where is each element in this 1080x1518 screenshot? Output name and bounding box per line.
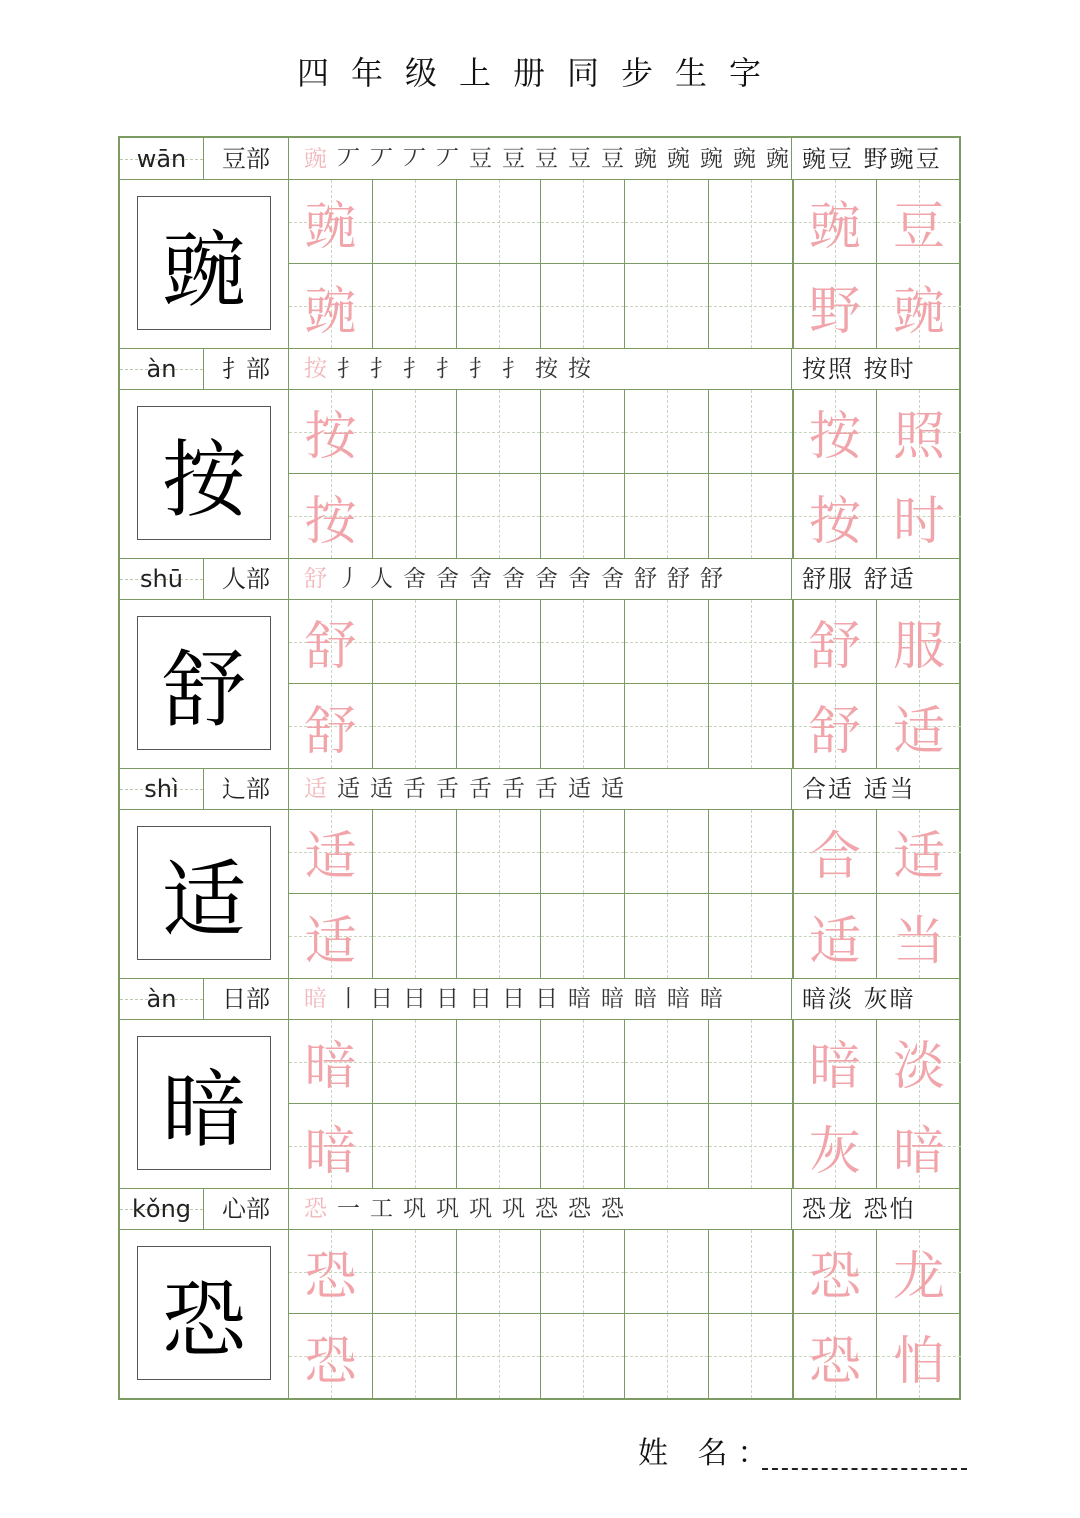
practice-square[interactable] — [709, 1314, 793, 1398]
radical: 扌部 — [204, 348, 289, 390]
trace-character: 龙 — [892, 1247, 945, 1307]
stroke-step: 舍 — [502, 566, 525, 592]
model-character: 按 — [137, 406, 271, 540]
trace-character: 灰 — [808, 1121, 861, 1182]
character-block — [120, 558, 959, 769]
stroke-step: 舍 — [436, 566, 459, 592]
radical: 人部 — [204, 558, 289, 600]
stroke-step: 舍 — [568, 566, 591, 592]
stroke-step: 暗 — [568, 986, 591, 1012]
word-trace-square[interactable] — [793, 810, 877, 894]
practice-square[interactable] — [709, 264, 793, 348]
stroke-step: 豌 — [667, 146, 690, 172]
practice-square[interactable] — [457, 600, 541, 684]
practice-square[interactable] — [373, 894, 457, 978]
stroke-step: 丨 — [337, 986, 360, 1012]
model-column — [120, 180, 289, 348]
trace-character: 舒 — [304, 701, 357, 762]
stroke-step: 日 — [535, 986, 558, 1012]
stroke-step: 舌 — [403, 776, 426, 802]
stroke-step: 舒 — [700, 566, 723, 592]
model-column — [120, 600, 289, 768]
practice-square[interactable] — [709, 600, 793, 684]
block-body — [120, 390, 959, 559]
stroke-step: 工 — [370, 1196, 393, 1222]
practice-square[interactable] — [541, 894, 625, 978]
practice-square[interactable] — [373, 684, 457, 768]
practice-square[interactable] — [625, 474, 709, 558]
word-examples: 暗淡 灰暗 — [802, 985, 916, 1013]
word-trace-square[interactable] — [877, 810, 961, 894]
trace-square[interactable] — [289, 1230, 373, 1314]
stroke-step: 暗 — [304, 986, 327, 1012]
stroke-step: 舍 — [469, 566, 492, 592]
model-character: 适 — [137, 826, 271, 960]
practice-square[interactable] — [541, 684, 625, 768]
trace-character: 淡 — [892, 1037, 945, 1097]
page-title: 四年级上册同步生字 — [296, 54, 783, 92]
block-header — [120, 348, 959, 390]
stroke-step: 豆 — [502, 146, 525, 172]
trace-character: 按 — [808, 407, 861, 467]
trace-character: 时 — [892, 491, 945, 552]
stroke-step: 豌 — [700, 146, 723, 172]
practice-square[interactable] — [709, 390, 793, 474]
practice-square[interactable] — [709, 1104, 793, 1188]
practice-square[interactable] — [373, 474, 457, 558]
stroke-step: 豌 — [733, 146, 756, 172]
word-trace-square[interactable] — [877, 390, 961, 474]
stroke-step: 丆 — [436, 146, 459, 172]
word-examples: 舒服 舒适 — [802, 565, 916, 593]
stroke-step: 暗 — [601, 986, 624, 1012]
stroke-step: 人 — [370, 566, 393, 592]
radical: 辶部 — [204, 768, 289, 810]
block-header — [120, 768, 959, 810]
stroke-step: 恐 — [601, 1196, 624, 1222]
word-trace-square[interactable] — [793, 684, 877, 768]
stroke-step: 适 — [568, 776, 591, 802]
word-trace-square[interactable] — [793, 600, 877, 684]
trace-character: 野 — [808, 281, 861, 342]
trace-character: 暗 — [304, 1121, 357, 1182]
stroke-step: 日 — [436, 986, 459, 1012]
stroke-order — [289, 348, 792, 390]
trace-character: 舒 — [808, 617, 861, 677]
practice-square[interactable] — [457, 1020, 541, 1104]
word-examples: 按照 按时 — [802, 355, 916, 383]
practice-grid — [289, 600, 959, 768]
pinyin-cell — [120, 1188, 204, 1230]
word-examples: 恐龙 恐怕 — [802, 1195, 916, 1223]
practice-square[interactable] — [373, 810, 457, 894]
pinyin-cell — [120, 558, 204, 600]
stroke-step: 舍 — [403, 566, 426, 592]
trace-character: 适 — [808, 911, 861, 972]
stroke-step: 一 — [337, 1196, 360, 1222]
word-trace-square[interactable] — [877, 180, 961, 264]
stroke-step: 豌 — [304, 146, 327, 172]
trace-character: 适 — [304, 827, 357, 887]
model-character: 豌 — [137, 196, 271, 330]
practice-sheet — [118, 136, 961, 1400]
trace-square[interactable] — [289, 390, 373, 474]
stroke-step: 适 — [601, 776, 624, 802]
word-examples: 豌豆 野豌豆 — [802, 145, 942, 173]
practice-grid — [289, 180, 959, 348]
practice-square[interactable] — [709, 180, 793, 264]
word-trace-square[interactable] — [793, 894, 877, 978]
block-header — [120, 138, 959, 180]
trace-character: 豌 — [304, 281, 357, 342]
character-block — [120, 348, 959, 559]
practice-square[interactable] — [625, 894, 709, 978]
stroke-step: 舌 — [535, 776, 558, 802]
block-header — [120, 1188, 959, 1230]
stroke-step: 巩 — [436, 1196, 459, 1222]
trace-square[interactable] — [289, 1020, 373, 1104]
stroke-step: 适 — [304, 776, 327, 802]
stroke-step: 豌 — [766, 146, 789, 172]
word-trace-square[interactable] — [793, 1020, 877, 1104]
pinyin-cell — [120, 138, 204, 180]
trace-character: 当 — [892, 911, 945, 972]
practice-square[interactable] — [541, 1104, 625, 1188]
trace-character: 豌 — [892, 281, 945, 342]
trace-square[interactable] — [289, 600, 373, 684]
name-blank[interactable] — [762, 1468, 967, 1470]
pinyin: kǒng — [131, 1195, 192, 1223]
stroke-step: 豆 — [568, 146, 591, 172]
practice-grid — [289, 810, 959, 978]
model-column — [120, 1230, 289, 1398]
block-header — [120, 558, 959, 600]
stroke-step: 豆 — [469, 146, 492, 172]
character-block — [120, 1188, 959, 1399]
pinyin: shū — [140, 565, 183, 593]
character-block — [120, 138, 959, 349]
stroke-step: 丆 — [337, 146, 360, 172]
word-trace-square[interactable] — [877, 684, 961, 768]
practice-square[interactable] — [457, 390, 541, 474]
practice-square[interactable] — [625, 1104, 709, 1188]
stroke-step: 日 — [502, 986, 525, 1012]
trace-character: 恐 — [808, 1247, 861, 1307]
block-header — [120, 978, 959, 1020]
word-trace-square[interactable] — [877, 600, 961, 684]
trace-character: 按 — [304, 491, 357, 552]
word-trace-square[interactable] — [877, 1020, 961, 1104]
pinyin: àn — [146, 985, 177, 1013]
practice-square[interactable] — [457, 684, 541, 768]
stroke-step: 扌 — [370, 356, 393, 382]
stroke-step: 扌 — [403, 356, 426, 382]
practice-square[interactable] — [625, 600, 709, 684]
word-trace-square[interactable] — [793, 180, 877, 264]
block-body — [120, 600, 959, 769]
stroke-step: 舍 — [601, 566, 624, 592]
practice-square[interactable] — [457, 264, 541, 348]
stroke-step: 豌 — [634, 146, 657, 172]
practice-square[interactable] — [625, 1314, 709, 1398]
pinyin-cell — [120, 348, 204, 390]
stroke-step: 扌 — [436, 356, 459, 382]
stroke-step: 舒 — [304, 566, 327, 592]
trace-square[interactable] — [289, 684, 373, 768]
pinyin: shì — [144, 775, 179, 803]
practice-square[interactable] — [541, 264, 625, 348]
practice-square[interactable] — [709, 810, 793, 894]
stroke-step: 暗 — [667, 986, 690, 1012]
stroke-step: 按 — [535, 356, 558, 382]
trace-character: 暗 — [892, 1121, 945, 1182]
practice-square[interactable] — [541, 1020, 625, 1104]
practice-square[interactable] — [457, 180, 541, 264]
practice-square[interactable] — [373, 390, 457, 474]
trace-square[interactable] — [289, 1314, 373, 1398]
practice-square[interactable] — [373, 1230, 457, 1314]
word-trace-square[interactable] — [793, 1314, 877, 1398]
stroke-step: 日 — [370, 986, 393, 1012]
practice-square[interactable] — [457, 894, 541, 978]
practice-square[interactable] — [373, 264, 457, 348]
practice-square[interactable] — [541, 474, 625, 558]
pinyin-cell — [120, 768, 204, 810]
practice-square[interactable] — [709, 894, 793, 978]
trace-square[interactable] — [289, 474, 373, 558]
stroke-step: 舌 — [436, 776, 459, 802]
stroke-step: 豆 — [535, 146, 558, 172]
trace-character: 豌 — [808, 197, 861, 257]
word-trace-square[interactable] — [877, 264, 961, 348]
trace-character: 舒 — [808, 701, 861, 762]
stroke-order — [289, 978, 792, 1020]
stroke-step: 恐 — [304, 1196, 327, 1222]
practice-square[interactable] — [625, 1020, 709, 1104]
model-character: 暗 — [137, 1036, 271, 1170]
practice-square[interactable] — [457, 810, 541, 894]
stroke-step: 按 — [568, 356, 591, 382]
stroke-step: 日 — [469, 986, 492, 1012]
stroke-step: 适 — [370, 776, 393, 802]
radical: 日部 — [204, 978, 289, 1020]
practice-square[interactable] — [373, 1104, 457, 1188]
radical: 心部 — [204, 1188, 289, 1230]
practice-square[interactable] — [541, 600, 625, 684]
practice-square[interactable] — [709, 1230, 793, 1314]
radical: 豆部 — [204, 138, 289, 180]
stroke-step: 丿 — [337, 566, 360, 592]
trace-character: 适 — [892, 701, 945, 762]
stroke-order — [289, 768, 792, 810]
word-trace-square[interactable] — [793, 390, 877, 474]
model-character: 舒 — [137, 616, 271, 750]
trace-character: 暗 — [808, 1037, 861, 1097]
practice-grid — [289, 1020, 959, 1188]
trace-character: 豌 — [304, 197, 357, 257]
trace-character: 合 — [808, 827, 861, 887]
stroke-step: 扌 — [469, 356, 492, 382]
word-trace-square[interactable] — [877, 1314, 961, 1398]
practice-square[interactable] — [625, 264, 709, 348]
model-column — [120, 390, 289, 558]
word-examples: 合适 适当 — [802, 775, 916, 803]
practice-square[interactable] — [541, 390, 625, 474]
trace-character: 恐 — [304, 1247, 357, 1307]
word-trace-square[interactable] — [793, 1104, 877, 1188]
stroke-step: 巩 — [502, 1196, 525, 1222]
practice-square[interactable] — [541, 810, 625, 894]
stroke-step: 恐 — [568, 1196, 591, 1222]
word-trace-square[interactable] — [877, 1230, 961, 1314]
practice-grid — [289, 1230, 959, 1398]
trace-character: 恐 — [304, 1331, 357, 1392]
word-trace-square[interactable] — [793, 264, 877, 348]
stroke-step: 丆 — [403, 146, 426, 172]
stroke-step: 丆 — [370, 146, 393, 172]
practice-square[interactable] — [541, 180, 625, 264]
trace-character: 适 — [304, 911, 357, 972]
model-column — [120, 1020, 289, 1188]
practice-grid — [289, 390, 959, 558]
trace-character: 豆 — [892, 197, 945, 257]
stroke-step: 恐 — [535, 1196, 558, 1222]
stroke-step: 日 — [403, 986, 426, 1012]
stroke-step: 舒 — [667, 566, 690, 592]
stroke-step: 舌 — [469, 776, 492, 802]
stroke-step: 扌 — [502, 356, 525, 382]
trace-square[interactable] — [289, 1104, 373, 1188]
practice-square[interactable] — [541, 1230, 625, 1314]
trace-character: 适 — [892, 827, 945, 887]
character-block — [120, 768, 959, 979]
word-trace-square[interactable] — [793, 1230, 877, 1314]
word-trace-square[interactable] — [877, 1104, 961, 1188]
pinyin: àn — [146, 355, 177, 383]
practice-square[interactable] — [373, 1020, 457, 1104]
practice-square[interactable] — [457, 1230, 541, 1314]
pinyin-cell — [120, 978, 204, 1020]
practice-square[interactable] — [625, 684, 709, 768]
trace-square[interactable] — [289, 810, 373, 894]
trace-character: 照 — [892, 407, 945, 467]
stroke-step: 舍 — [535, 566, 558, 592]
model-character: 恐 — [137, 1246, 271, 1380]
stroke-step: 舒 — [634, 566, 657, 592]
word-trace-square[interactable] — [793, 474, 877, 558]
stroke-step: 舌 — [502, 776, 525, 802]
trace-character: 怕 — [892, 1331, 945, 1392]
block-body — [120, 180, 959, 349]
trace-square[interactable] — [289, 894, 373, 978]
stroke-step: 豆 — [601, 146, 624, 172]
stroke-order — [289, 138, 792, 180]
stroke-order — [289, 1188, 792, 1230]
stroke-step: 按 — [304, 356, 327, 382]
model-column — [120, 810, 289, 978]
stroke-step: 扌 — [337, 356, 360, 382]
word-trace-square[interactable] — [877, 894, 961, 978]
stroke-step: 暗 — [634, 986, 657, 1012]
practice-square[interactable] — [625, 1230, 709, 1314]
practice-square[interactable] — [541, 1314, 625, 1398]
pinyin: wān — [136, 145, 187, 173]
practice-square[interactable] — [457, 1104, 541, 1188]
trace-character: 服 — [892, 617, 945, 677]
practice-square[interactable] — [457, 474, 541, 558]
trace-character: 舒 — [304, 617, 357, 677]
trace-character: 按 — [304, 407, 357, 467]
practice-square[interactable] — [457, 1314, 541, 1398]
stroke-step: 巩 — [469, 1196, 492, 1222]
practice-square[interactable] — [625, 810, 709, 894]
practice-square[interactable] — [373, 180, 457, 264]
stroke-step: 适 — [337, 776, 360, 802]
trace-square[interactable] — [289, 264, 373, 348]
practice-square[interactable] — [373, 1314, 457, 1398]
name-label: 姓 名： — [638, 1436, 778, 1471]
practice-square[interactable] — [625, 180, 709, 264]
practice-square[interactable] — [709, 1020, 793, 1104]
practice-square[interactable] — [373, 600, 457, 684]
trace-character: 按 — [808, 491, 861, 552]
stroke-step: 暗 — [700, 986, 723, 1012]
block-body — [120, 1230, 959, 1399]
word-trace-square[interactable] — [877, 474, 961, 558]
stroke-step: 巩 — [403, 1196, 426, 1222]
practice-square[interactable] — [709, 684, 793, 768]
stroke-order — [289, 558, 792, 600]
trace-square[interactable] — [289, 180, 373, 264]
character-block — [120, 978, 959, 1189]
practice-square[interactable] — [625, 390, 709, 474]
trace-character: 恐 — [808, 1331, 861, 1392]
block-body — [120, 810, 959, 979]
practice-square[interactable] — [709, 474, 793, 558]
trace-character: 暗 — [304, 1037, 357, 1097]
block-body — [120, 1020, 959, 1189]
